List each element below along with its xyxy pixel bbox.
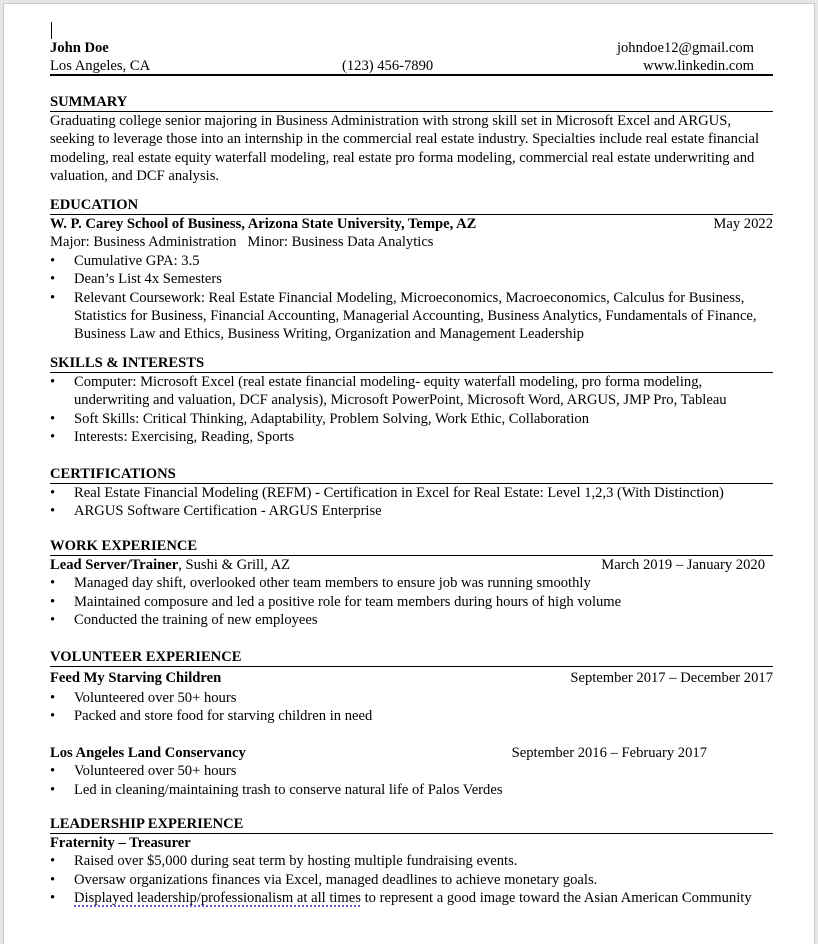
leadership-list <box>50 852 773 907</box>
employer: , Sushi & Grill, AZ <box>178 557 291 573</box>
item-line: ARGUS Software Certification - ARGUS Enterprise <box>74 503 382 520</box>
item-line: Interests: Exercising, Reading, Sports <box>74 429 295 446</box>
volunteer-dates: September 2017 – December 2017 <box>570 670 773 686</box>
list-item <box>50 852 773 870</box>
list-item <box>50 593 773 611</box>
school-name: W. P. Carey School of Business, Arizona State University, Tempe, AZ <box>50 216 477 232</box>
item-line: Packed and store food for starving children in need <box>74 708 373 725</box>
certifications-section <box>50 465 773 521</box>
list-item <box>50 781 773 799</box>
section-title: WORK EXPERIENCE <box>50 537 773 556</box>
item-line: Oversaw organizations finances via Excel, managed deadlines to achieve monetary goals. <box>74 871 598 888</box>
list-item <box>50 889 773 907</box>
volunteer-section <box>50 648 773 799</box>
list-item <box>50 871 773 889</box>
list-item <box>50 373 773 410</box>
header-divider <box>50 74 773 76</box>
bullet-icon: • <box>50 690 56 706</box>
email: johndoe12@gmail.com <box>616 40 754 56</box>
item-line: Maintained composure and led a positive role for team members during hours of high volume <box>74 593 622 610</box>
job-title: Lead Server/Trainer <box>50 557 179 573</box>
item-line: Conducted the training of new employees <box>74 612 318 629</box>
bullet-icon: • <box>50 374 56 390</box>
organization-name: Feed My Starving Children <box>50 670 222 686</box>
text-cursor <box>51 22 52 39</box>
bullet-icon: • <box>50 612 56 629</box>
item-line: Led in cleaning/maintaining trash to conserve natural life of Palos Verdes <box>74 781 503 798</box>
bullet-icon: • <box>50 593 56 610</box>
bullet-icon: • <box>50 708 56 725</box>
volunteer-list <box>50 762 773 799</box>
contact-header <box>50 39 773 76</box>
skills-section <box>50 354 773 447</box>
summary-line: modeling, real estate equity waterfall modeling, real estate pro forma modeling, commercial real estate underwriting and <box>50 149 755 166</box>
leadership-section <box>50 815 773 908</box>
bullet-icon: • <box>50 781 56 798</box>
work-section <box>50 537 773 630</box>
section-title: CERTIFICATIONS <box>50 465 773 484</box>
bullet-icon: • <box>50 890 56 907</box>
item-line: underwriting and valuation, DCF analysis), Microsoft PowerPoint, Microsoft Word, ARGUS, JMP Pro, Tableau <box>74 392 727 409</box>
grammar-flagged-text[interactable]: Displayed leadership/professionalism at all times <box>74 890 361 907</box>
bullet-icon: • <box>50 271 56 288</box>
list-item <box>50 289 773 344</box>
volunteer-dates: September 2016 – February 2017 <box>511 744 707 761</box>
item-line: Cumulative GPA: 3.5 <box>74 252 200 269</box>
certifications-list <box>50 484 773 521</box>
list-item <box>50 762 773 780</box>
bullet-icon: • <box>50 485 56 501</box>
item-line: Volunteered over 50+ hours <box>74 690 237 706</box>
bullet-icon: • <box>50 575 56 592</box>
section-title: SUMMARY <box>50 93 773 112</box>
leadership-role: Fraternity – Treasurer <box>50 835 191 851</box>
item-line: Computer: Microsoft Excel (real estate financial modeling- equity waterfall modeling, pro forma modeling, <box>74 374 703 390</box>
item-line: Raised over $5,000 during seat term by hosting multiple fundraising events. <box>74 853 518 870</box>
item-line: Volunteered over 50+ hours <box>74 763 237 780</box>
bullet-icon: • <box>50 763 56 780</box>
volunteer-list <box>50 689 773 726</box>
education-section <box>50 196 773 344</box>
phone: (123) 456-7890 <box>342 58 434 75</box>
list-item <box>50 270 773 288</box>
bullet-icon: • <box>50 410 56 427</box>
skills-list <box>50 373 773 447</box>
item-line: Soft Skills: Critical Thinking, Adaptability, Problem Solving, Work Ethic, Collaboration <box>74 410 589 427</box>
bullet-icon: • <box>50 853 56 870</box>
job-dates: March 2019 – January 2020 <box>601 557 765 573</box>
list-item <box>50 484 773 502</box>
item-line: Relevant Coursework: Real Estate Financial Modeling, Microeconomics, Macroeconomics, Calculus for Business, <box>74 289 745 306</box>
list-item <box>50 611 773 629</box>
organization-name: Los Angeles Land Conservancy <box>50 744 246 761</box>
list-item <box>50 502 773 520</box>
summary-line: seeking to leverage those into an internship in the commercial real estate industry. Specialties include real estate financial <box>50 131 760 148</box>
list-item <box>50 252 773 270</box>
item-line: Dean’s List 4x Semesters <box>74 271 222 288</box>
item-line: Statistics for Business, Financial Accounting, Managerial Accounting, Business Analytics, Fundamentals of Finance, <box>74 308 757 324</box>
section-title: LEADERSHIP EXPERIENCE <box>50 815 773 834</box>
candidate-name: John Doe <box>50 40 109 56</box>
item-text: to represent a good image toward the Asian American Community <box>360 890 752 907</box>
bullet-icon: • <box>50 871 56 888</box>
bullet-icon: • <box>50 289 56 306</box>
section-title: VOLUNTEER EXPERIENCE <box>50 648 773 667</box>
list-item <box>50 428 773 446</box>
location: Los Angeles, CA <box>50 58 151 75</box>
item-line: Managed day shift, overlooked other team members to ensure job was running smoothly <box>74 575 591 592</box>
summary-section <box>50 93 773 186</box>
summary-line: valuation, and DCF analysis. <box>50 168 220 185</box>
work-list <box>50 574 773 629</box>
item-line <box>74 889 773 907</box>
section-title: EDUCATION <box>50 196 773 215</box>
graduation-date: May 2022 <box>713 216 773 232</box>
degree: Major: Business Administration Minor: Business Data Analytics <box>50 234 434 251</box>
list-item <box>50 689 773 707</box>
bullet-icon: • <box>50 252 56 269</box>
education-list <box>50 252 773 344</box>
summary-text <box>50 112 773 186</box>
list-item <box>50 410 773 428</box>
bullet-icon: • <box>50 429 56 446</box>
section-title: SKILLS & INTERESTS <box>50 354 773 373</box>
bullet-icon: • <box>50 503 56 520</box>
item-line: Real Estate Financial Modeling (REFM) - Certification in Excel for Real Estate: Level 1,2,3 (With Distinction) <box>74 485 724 501</box>
website: www.linkedin.com <box>643 58 754 75</box>
document-page[interactable] <box>3 3 815 944</box>
item-line: Business Law and Ethics, Business Writing, Organization and Management Leadership <box>74 326 584 343</box>
summary-line: Graduating college senior majoring in Business Administration with strong skill set in Microsoft Excel and ARGUS, <box>50 113 731 129</box>
list-item <box>50 574 773 592</box>
list-item <box>50 707 773 725</box>
